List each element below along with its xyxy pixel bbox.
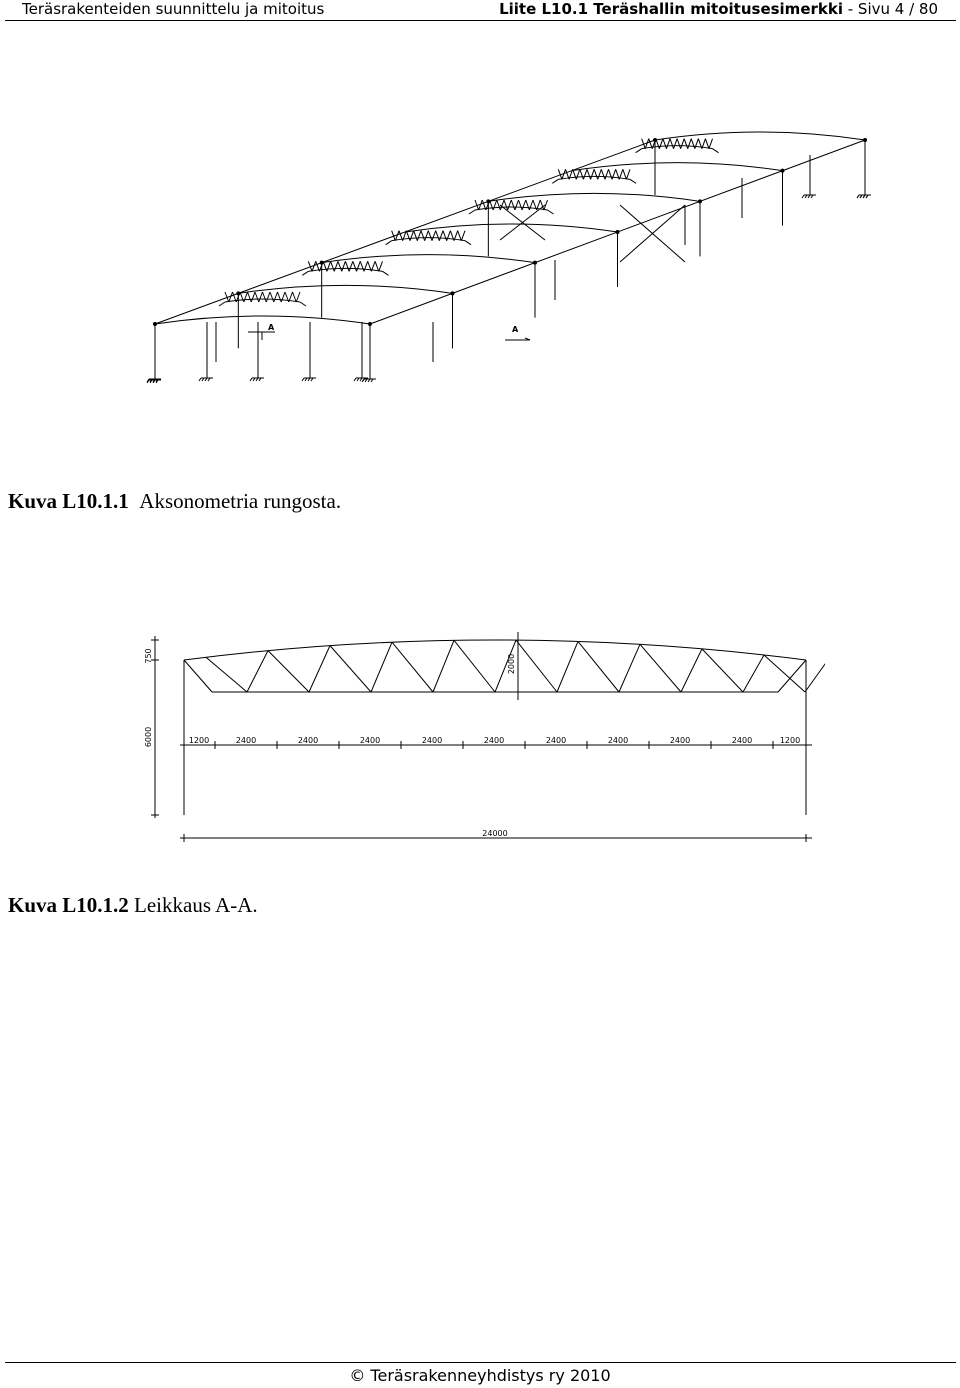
truss-end-post — [713, 149, 719, 153]
truss-diagonal — [296, 292, 300, 302]
header-appendix-title — [499, 0, 938, 18]
truss-diagonal — [663, 139, 667, 149]
dim-column-height: 6000 — [144, 726, 153, 748]
truss-diagonal — [609, 169, 613, 179]
truss-diagonal — [392, 642, 433, 692]
truss-diagonal — [493, 200, 497, 210]
truss-diagonal — [709, 139, 713, 149]
truss-end-post — [469, 210, 475, 214]
panel-dimension-label: 1200 — [779, 736, 801, 745]
panel-dimension-label: 2400 — [545, 736, 567, 745]
truss-diagonal — [433, 640, 454, 692]
dim-roof-rise: 750 — [144, 648, 153, 664]
truss-diagonal — [338, 261, 342, 271]
truss-diagonal — [443, 231, 447, 241]
dim-span: 24000 — [482, 829, 508, 838]
truss-diagonal — [526, 200, 530, 210]
truss-diagonal — [244, 292, 248, 302]
truss-diagonal — [331, 261, 335, 271]
figure1-caption-number: Kuva L10.1.1 — [8, 489, 129, 513]
appendix-name: Liite L10.1 Teräshallin mitoitusesimerkki — [499, 0, 843, 18]
truss-top-chord — [155, 316, 370, 324]
truss-diagonal — [327, 261, 331, 271]
truss-diagonal — [357, 261, 361, 271]
truss-diagonal — [270, 292, 274, 302]
truss-diagonal — [263, 292, 267, 302]
truss-top-chord — [655, 132, 865, 140]
column-top-node — [320, 261, 323, 264]
truss-diagonal — [345, 261, 349, 271]
truss-diagonal — [691, 139, 695, 149]
page-number: - Sivu 4 / 80 — [842, 0, 938, 18]
column-top-node — [237, 292, 240, 295]
truss-diagonal — [497, 200, 501, 210]
truss-end-post — [302, 271, 308, 275]
axonometric-frame-drawing — [130, 125, 890, 390]
panel-dimension-label: 2400 — [359, 736, 381, 745]
truss-diagonal — [580, 169, 584, 179]
support-hatch — [250, 378, 252, 381]
figure1-caption — [8, 489, 341, 513]
support-hatch — [199, 378, 201, 381]
truss-diagonal — [500, 200, 504, 210]
truss-diagonal — [268, 651, 309, 692]
truss-diagonal — [519, 200, 523, 210]
support-hatch — [802, 195, 804, 198]
truss-end-post — [386, 241, 392, 245]
truss-diagonal — [659, 139, 663, 149]
panel-dimension-label: 2400 — [669, 736, 691, 745]
truss-end-post — [636, 149, 642, 153]
support-hatch — [354, 378, 356, 381]
truss-diagonal — [594, 169, 598, 179]
header-document-title: Teräsrakenteiden suunnittelu ja mitoitus — [22, 0, 325, 18]
truss-diagonal — [353, 261, 357, 271]
truss-diagonal — [428, 231, 432, 241]
column-top-node — [781, 169, 784, 172]
truss-diagonal — [764, 655, 805, 692]
truss-end-diagonal — [778, 660, 806, 692]
truss-diagonal — [677, 139, 681, 149]
truss-diagonal — [360, 261, 364, 271]
truss-diagonal — [425, 231, 429, 241]
truss-end-post — [548, 210, 554, 214]
truss-diagonal — [255, 292, 259, 302]
truss-end-post — [300, 302, 306, 306]
truss-diagonal — [598, 169, 602, 179]
panel-dimension-label: 2400 — [421, 736, 443, 745]
truss-diagonal — [248, 292, 252, 302]
support-hatch — [857, 195, 859, 198]
page-header — [0, 0, 960, 22]
column-top-node — [616, 231, 619, 234]
truss-diagonal — [583, 169, 587, 179]
column-top-node — [369, 323, 372, 326]
truss-end-post — [383, 271, 389, 275]
truss-end-diagonal — [184, 660, 212, 692]
truss-diagonal — [702, 649, 743, 692]
truss-diagonal — [688, 139, 692, 149]
truss-diagonal — [670, 139, 674, 149]
panel-dimension-label: 2400 — [297, 736, 319, 745]
truss-diagonal — [266, 292, 270, 302]
truss-diagonal — [247, 651, 268, 692]
truss-diagonal — [601, 169, 605, 179]
truss-diagonal — [259, 292, 263, 302]
truss-diagonal — [349, 261, 353, 271]
section-marker-a-left: A — [268, 323, 275, 332]
truss-end-post — [630, 179, 636, 183]
section-marker-a-right: A — [512, 325, 519, 334]
truss-diagonal — [417, 231, 421, 241]
column-top-node — [534, 261, 537, 264]
truss-diagonal — [515, 200, 519, 210]
truss-diagonal — [371, 642, 392, 692]
truss-diagonal — [414, 231, 418, 241]
truss-diagonal — [454, 640, 495, 692]
truss-end-post — [552, 179, 558, 183]
truss-diagonal — [681, 649, 702, 692]
truss-diagonal — [342, 261, 346, 271]
truss-diagonal — [619, 644, 640, 692]
panel-dimension-label: 2400 — [731, 736, 753, 745]
truss-diagonal — [410, 231, 414, 241]
truss-diagonal — [681, 139, 685, 149]
column-top-node — [654, 139, 657, 142]
support-hatch — [302, 378, 304, 381]
truss-diagonal — [576, 169, 580, 179]
panel-dimension-label: 2400 — [483, 736, 505, 745]
truss-diagonal — [605, 169, 609, 179]
page-footer: © Teräsrakenneyhdistys ry 2010 — [349, 1366, 611, 1385]
truss-diagonal — [251, 292, 255, 302]
truss-diagonal — [516, 640, 557, 692]
truss-diagonal — [674, 139, 678, 149]
column-top-node — [451, 292, 454, 295]
truss-diagonal — [508, 200, 512, 210]
column-top-node — [487, 200, 490, 203]
section-a-a-drawing — [135, 628, 825, 848]
truss-diagonal — [511, 200, 515, 210]
truss-diagonal — [557, 641, 578, 692]
truss-diagonal — [206, 657, 247, 692]
header-divider — [5, 20, 956, 21]
panel-dimension-label: 1200 — [188, 736, 210, 745]
truss-diagonal — [666, 139, 670, 149]
figure1-caption-text: Aksonometria rungosta. — [139, 489, 342, 513]
truss-diagonal — [640, 644, 681, 692]
column-top-node — [699, 200, 702, 203]
truss-diagonal — [436, 231, 440, 241]
panel-dimension-label: 2400 — [607, 736, 629, 745]
panel-dimension-label: 2400 — [235, 736, 257, 745]
truss-diagonal — [805, 663, 825, 692]
truss-diagonal — [274, 292, 278, 302]
truss-diagonal — [278, 292, 282, 302]
truss-diagonal — [587, 169, 591, 179]
truss-diagonal — [743, 655, 764, 692]
truss-diagonal — [421, 231, 425, 241]
truss-diagonal — [379, 261, 383, 271]
truss-diagonal — [461, 231, 465, 241]
figure2-caption — [8, 893, 258, 917]
truss-diagonal — [522, 200, 526, 210]
dim-truss-height: 2000 — [507, 653, 516, 675]
truss-end-post — [219, 302, 225, 306]
truss-top-chord — [184, 640, 806, 660]
truss-diagonal — [591, 169, 595, 179]
truss-diagonal — [684, 139, 688, 149]
truss-top-chord — [322, 255, 535, 263]
truss-end-post — [465, 241, 471, 245]
truss-diagonal — [626, 169, 630, 179]
figure2-caption-text: Leikkaus A-A. — [134, 893, 258, 917]
truss-diagonal — [334, 261, 338, 271]
truss-diagonal — [439, 231, 443, 241]
truss-diagonal — [578, 641, 619, 692]
truss-top-chord — [572, 163, 783, 171]
truss-diagonal — [330, 646, 371, 692]
figure2-caption-number: Kuva L10.1.2 — [8, 893, 129, 917]
truss-diagonal — [432, 231, 436, 241]
truss-top-chord — [488, 193, 700, 201]
truss-diagonal — [309, 646, 330, 692]
footer-divider — [5, 1362, 956, 1363]
